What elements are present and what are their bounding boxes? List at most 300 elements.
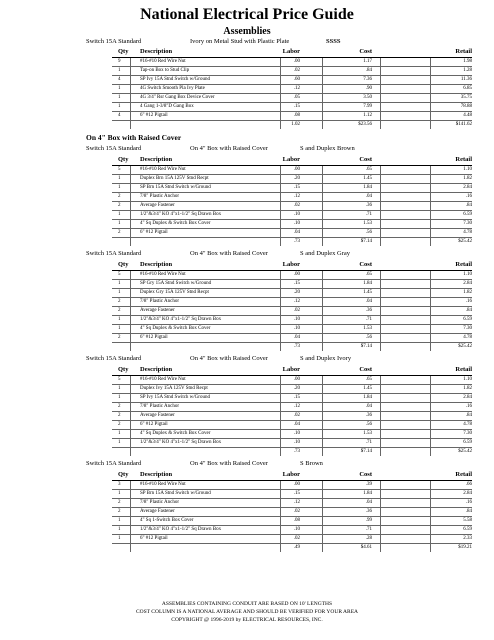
column-divider (130, 481, 131, 552)
table-cell: 4 Gang 1-3/8"D Gang Box (140, 104, 194, 109)
column-divider (130, 58, 131, 129)
table-cell: 1.84 (363, 185, 372, 190)
table-cell: .65 (365, 167, 372, 172)
table-cell: 6.59 (463, 527, 472, 532)
table-cell: 7.30 (463, 326, 472, 331)
assembly-header-field: On 4" Box with Raised Cover (190, 145, 268, 152)
table-cell: 7.36 (363, 77, 372, 82)
assembly-header-field: S Brown (300, 460, 323, 467)
table-cell: 1.53 (363, 326, 372, 331)
table-cell: .04 (293, 335, 300, 340)
column-divider (280, 376, 281, 456)
table-row (112, 394, 472, 403)
table-row (112, 184, 472, 193)
table-cell: 1 (118, 326, 121, 331)
table-header (112, 156, 472, 165)
total-cell: $23.56 (358, 122, 372, 127)
table-cell: SP Gry 15A Stnd Switch w/Ground (140, 281, 212, 286)
page-subtitle: Assemblies (223, 26, 271, 37)
table-cell: 35.75 (460, 95, 472, 100)
table-cell: .02 (293, 413, 300, 418)
column-header-retail: Retail (455, 261, 472, 268)
table-cell: 2 (118, 404, 121, 409)
table-cell: .84 (465, 308, 472, 313)
column-divider (322, 58, 323, 129)
table-cell: 1 (118, 440, 121, 445)
table-cell: .56 (365, 422, 372, 427)
table-cell: .16 (465, 404, 472, 409)
table-cell: .71 (365, 527, 372, 532)
section-label: On 4" Box with Raised Cover (86, 133, 182, 142)
table-cell: .15 (293, 104, 300, 109)
table-cell: 2 (118, 308, 121, 313)
table-cell: 2 (118, 500, 121, 505)
column-header-retail: Retail (455, 366, 472, 373)
total-cell: $25.42 (458, 239, 472, 244)
assembly-table (112, 156, 472, 246)
column-header-qty: Qty (118, 261, 129, 268)
table-cell: .84 (465, 413, 472, 418)
table-cell: 5 (118, 377, 121, 382)
column-divider (280, 481, 281, 552)
table-cell: .84 (465, 509, 472, 514)
assembly-header-field: Switch 15A Standard (86, 38, 142, 45)
column-divider (380, 271, 381, 351)
table-cell: .20 (293, 176, 300, 181)
table-cell: .60 (293, 77, 300, 82)
table-cell: .39 (365, 482, 372, 487)
table-cell: 1 (118, 395, 121, 400)
column-header-retail: Retail (455, 48, 472, 55)
table-row (112, 535, 472, 544)
table-row (112, 193, 472, 202)
table-cell: SP Ivy 15A Stnd Switch w/Ground (140, 395, 210, 400)
table-row (112, 289, 472, 298)
table-cell: .10 (293, 221, 300, 226)
column-divider (430, 166, 431, 246)
table-cell: 1 (118, 281, 121, 286)
table-cell: 1 (118, 185, 121, 190)
table-row (112, 175, 472, 184)
table-row (112, 220, 472, 229)
table-cell: 4 (118, 77, 121, 82)
table-cell: 4G 3/4" Rsr Gang Box Device Cover (140, 95, 215, 100)
table-cell: 7.30 (463, 221, 472, 226)
table-cell: 1 (118, 491, 121, 496)
column-header-description: Description (140, 48, 173, 55)
total-cell: $141.62 (455, 122, 472, 127)
table-cell: 2.84 (463, 185, 472, 190)
table-body (112, 165, 472, 246)
table-cell: .65 (365, 272, 372, 277)
table-cell: 3 (118, 482, 121, 487)
column-header-qty: Qty (118, 48, 129, 55)
total-cell: $7.14 (360, 239, 372, 244)
total-cell: $25.42 (458, 344, 472, 349)
table-cell: 4 (118, 113, 121, 118)
totals-row (112, 238, 472, 246)
assembly-table (112, 261, 472, 351)
table-cell: .12 (293, 500, 300, 505)
table-cell: .84 (465, 203, 472, 208)
table-cell: 7.99 (363, 104, 372, 109)
table-cell: #16-#10 Red Wire Nut (140, 167, 186, 172)
table-cell: #16-#10 Red Wire Nut (140, 272, 186, 277)
table-cell: 4.78 (463, 230, 472, 235)
column-header-description: Description (140, 261, 173, 268)
table-cell: 5 (118, 272, 121, 277)
assembly-header-field: Switch 15A Standard (86, 250, 142, 257)
table-cell: 7/8" Plastic Anchor (140, 404, 179, 409)
assembly-header-field: On 4" Box with Raised Cover (190, 250, 268, 257)
column-divider (380, 376, 381, 456)
table-cell: Duplex Gry 15A 125V Stnd Recpt (140, 290, 209, 295)
column-divider (430, 271, 431, 351)
column-header-cost: Cost (359, 156, 372, 163)
table-row (112, 58, 472, 67)
total-cell: .73 (293, 449, 300, 454)
table-cell: 6" #12 Pigtail (140, 422, 168, 427)
column-header-qty: Qty (118, 471, 129, 478)
table-cell: 2.84 (463, 395, 472, 400)
table-row (112, 499, 472, 508)
table-cell: 4.78 (463, 422, 472, 427)
table-cell: 1 (118, 68, 121, 73)
table-cell: .04 (365, 194, 372, 199)
table-cell: .00 (293, 377, 300, 382)
table-row (112, 211, 472, 220)
table-cell: .00 (293, 482, 300, 487)
table-cell: .12 (293, 86, 300, 91)
table-cell: .36 (365, 308, 372, 313)
table-cell: 1/2"&3/4" KO 4"x1-1/2" Sq Drawn Box (140, 440, 222, 445)
table-cell: .02 (293, 308, 300, 313)
table-row (112, 334, 472, 343)
table-cell: .15 (293, 185, 300, 190)
table-cell: 1 (118, 104, 121, 109)
table-cell: 2.84 (463, 491, 472, 496)
table-cell: SP Brn 15A Stnd Switch w/Ground (140, 491, 211, 496)
assembly-header-field: On 4" Box with Raised Cover (190, 460, 268, 467)
table-header (112, 261, 472, 270)
column-header-qty: Qty (118, 156, 129, 163)
table-cell: .05 (293, 95, 300, 100)
table-cell: 1.45 (363, 386, 372, 391)
column-divider (430, 376, 431, 456)
table-cell: SP Brn 15A Stnd Switch w/Ground (140, 185, 211, 190)
totals-row (112, 544, 472, 552)
table-cell: .15 (293, 395, 300, 400)
table-cell: 6" #12 Pigtail (140, 113, 168, 118)
table-cell: Tap-on Box to Stud Clip (140, 68, 190, 73)
table-cell: .10 (293, 431, 300, 436)
table-cell: 1 (118, 95, 121, 100)
column-divider (130, 271, 131, 351)
table-row (112, 76, 472, 85)
table-cell: 2 (118, 509, 121, 514)
totals-row (112, 121, 472, 129)
column-divider (322, 166, 323, 246)
table-cell: 7/8" Plastic Anchor (140, 500, 179, 505)
table-cell: 7/8" Plastic Anchor (140, 299, 179, 304)
assembly-header-field: S and Duplex Ivory (300, 355, 352, 362)
table-row (112, 112, 472, 121)
column-divider (430, 58, 431, 129)
table-row (112, 430, 472, 439)
table-row (112, 481, 472, 490)
assembly-table (112, 471, 472, 552)
table-cell: 2 (118, 413, 121, 418)
table-row (112, 376, 472, 385)
table-row (112, 412, 472, 421)
table-cell: .71 (365, 212, 372, 217)
table-cell: Average Fastener (140, 509, 175, 514)
table-cell: #16-#10 Red Wire Nut (140, 377, 186, 382)
table-cell: .12 (293, 404, 300, 409)
table-cell: 1 (118, 527, 121, 532)
column-header-cost: Cost (359, 48, 372, 55)
table-cell: 1/2"&3/4" KO 4"x1-1/2" Sq Drawn Box (140, 317, 222, 322)
table-cell: 6" #12 Pigtail (140, 230, 168, 235)
table-cell: .04 (365, 299, 372, 304)
table-cell: .20 (293, 290, 300, 295)
table-row (112, 229, 472, 238)
assembly-header-field: Switch 15A Standard (86, 145, 142, 152)
table-cell: 4" Sq 1-Switch Box Cover (140, 518, 194, 523)
column-divider (380, 58, 381, 129)
table-row (112, 202, 472, 211)
table-row (112, 517, 472, 526)
table-cell: .28 (365, 536, 372, 541)
table-cell: .02 (293, 68, 300, 73)
table-row (112, 94, 472, 103)
column-header-description: Description (140, 156, 173, 163)
table-cell: 1.82 (463, 386, 472, 391)
table-cell: 1.12 (363, 113, 372, 118)
table-cell: #16-#10 Red Wire Nut (140, 59, 186, 64)
table-cell: 3.50 (363, 95, 372, 100)
table-cell: 1.84 (363, 281, 372, 286)
total-cell: .73 (293, 344, 300, 349)
column-header-qty: Qty (118, 366, 129, 373)
table-row (112, 385, 472, 394)
table-body (112, 57, 472, 129)
table-cell: 11.36 (460, 77, 472, 82)
footer-line: ASSEMBLIES CONTAINING CONDUIT ARE BASED ON 10' LENGTHS (161, 601, 333, 607)
table-cell: .08 (293, 113, 300, 118)
table-cell: .15 (293, 281, 300, 286)
table-cell: .12 (293, 194, 300, 199)
table-cell: 1 (118, 317, 121, 322)
table-cell: 6.59 (463, 212, 472, 217)
table-header (112, 366, 472, 375)
table-cell: 1.45 (363, 290, 372, 295)
table-row (112, 307, 472, 316)
assembly-header-field: Switch 15A Standard (86, 460, 142, 467)
table-body (112, 375, 472, 456)
table-cell: 1 (118, 290, 121, 295)
table-row (112, 508, 472, 517)
table-cell: .08 (293, 518, 300, 523)
table-cell: 7/8" Plastic Anchor (140, 194, 179, 199)
column-header-cost: Cost (359, 366, 372, 373)
table-cell: .90 (365, 86, 372, 91)
column-divider (322, 376, 323, 456)
table-cell: .84 (365, 68, 372, 73)
table-cell: 1 (118, 212, 121, 217)
table-row (112, 85, 472, 94)
table-cell: 1/2"&3/4" KO 4"x1-1/2" Sq Drawn Box (140, 527, 222, 532)
total-cell: .49 (293, 545, 300, 550)
column-divider (380, 481, 381, 552)
column-divider (130, 166, 131, 246)
table-cell: .16 (465, 194, 472, 199)
column-divider (280, 58, 281, 129)
table-cell: 5 (118, 167, 121, 172)
total-cell: $7.14 (360, 344, 372, 349)
table-cell: 1 (118, 176, 121, 181)
table-cell: .02 (293, 509, 300, 514)
table-cell: 4G Switch Smooth Pla Ivy Plate (140, 86, 205, 91)
table-row (112, 298, 472, 307)
assembly-header-field: S and Duplex Brown (300, 145, 355, 152)
table-cell: .56 (365, 230, 372, 235)
table-row (112, 439, 472, 448)
table-cell: .56 (365, 335, 372, 340)
table-cell: 4" Sq Duplex & Switch Box Cover (140, 221, 211, 226)
table-cell: 1 (118, 431, 121, 436)
table-cell: 1.84 (363, 395, 372, 400)
assembly-header-field: On 4" Box with Raised Cover (190, 355, 268, 362)
table-cell: .02 (293, 536, 300, 541)
table-cell: 1.82 (463, 176, 472, 181)
column-header-labor: Labor (282, 156, 300, 163)
table-cell: 1/2"&3/4" KO 4"x1-1/2" Sq Drawn Box (140, 212, 222, 217)
table-cell: .71 (365, 440, 372, 445)
total-cell: $7.14 (360, 449, 372, 454)
total-cell: 1.02 (291, 122, 300, 127)
table-cell: Average Fastener (140, 308, 175, 313)
table-cell: 1 (118, 86, 121, 91)
totals-row (112, 343, 472, 351)
column-header-labor: Labor (282, 366, 300, 373)
column-divider (322, 481, 323, 552)
table-cell: 1.53 (363, 221, 372, 226)
table-cell: 6.59 (463, 440, 472, 445)
table-cell: Duplex Brn 15A 125V Stnd Recpt (140, 176, 209, 181)
table-cell: 5.58 (463, 518, 472, 523)
assembly-table (112, 366, 472, 456)
table-cell: 1 (118, 518, 121, 523)
column-header-cost: Cost (359, 471, 372, 478)
table-cell: 1.10 (463, 167, 472, 172)
table-cell: .20 (293, 386, 300, 391)
table-cell: 4.48 (463, 113, 472, 118)
total-cell: $4.61 (360, 545, 372, 550)
assembly-header-field: S and Duplex Gray (300, 250, 351, 257)
table-cell: .00 (293, 59, 300, 64)
total-cell: $19.21 (458, 545, 472, 550)
table-header (112, 48, 472, 57)
total-cell: $25.42 (458, 449, 472, 454)
assembly-header-field: SSSS (326, 38, 341, 45)
assembly-header-field: Switch 15A Standard (86, 355, 142, 362)
table-cell: .10 (293, 440, 300, 445)
table-cell: 2 (118, 194, 121, 199)
table-cell: .65 (365, 377, 372, 382)
table-row (112, 271, 472, 280)
table-cell: 4" Sq Duplex & Switch Box Cover (140, 326, 211, 331)
table-cell: .10 (293, 527, 300, 532)
table-row (112, 103, 472, 112)
column-header-cost: Cost (359, 261, 372, 268)
table-row (112, 526, 472, 535)
table-cell: 2 (118, 422, 121, 427)
table-cell: .36 (365, 509, 372, 514)
column-divider (130, 376, 131, 456)
table-body (112, 270, 472, 351)
column-divider (280, 166, 281, 246)
column-divider (380, 166, 381, 246)
table-cell: 1 (118, 386, 121, 391)
table-cell: 2 (118, 203, 121, 208)
table-row (112, 280, 472, 289)
footer-line: COST COLUMN IS A NATIONAL AVERAGE AND SHOULD BE VERIFIED FOR YOUR AREA (135, 609, 359, 615)
column-divider (430, 481, 431, 552)
table-cell: 6.85 (463, 86, 472, 91)
table-cell: Average Fastener (140, 203, 175, 208)
table-header (112, 471, 472, 480)
table-cell: 1.10 (463, 377, 472, 382)
table-cell: .16 (465, 299, 472, 304)
page-title: National Electrical Price Guide (140, 6, 354, 23)
table-row (112, 403, 472, 412)
table-cell: 2 (118, 335, 121, 340)
table-cell: 2.33 (463, 536, 472, 541)
table-cell: 1.82 (463, 290, 472, 295)
table-cell: .10 (293, 212, 300, 217)
assembly-table (112, 48, 472, 129)
table-cell: 6" #12 Pigtail (140, 335, 168, 340)
table-cell: .04 (293, 422, 300, 427)
table-cell: 2 (118, 299, 121, 304)
table-cell: .10 (293, 317, 300, 322)
table-cell: 78.88 (460, 104, 472, 109)
column-header-retail: Retail (455, 471, 472, 478)
table-body (112, 480, 472, 552)
column-header-labor: Labor (282, 471, 300, 478)
table-cell: Duplex Ivy 15A 125V Stnd Recpt (140, 386, 208, 391)
table-cell: 1.28 (463, 68, 472, 73)
table-cell: .00 (293, 272, 300, 277)
table-cell: .10 (293, 326, 300, 331)
table-row (112, 67, 472, 76)
table-cell: .71 (365, 317, 372, 322)
column-header-description: Description (140, 471, 173, 478)
footer-line: COPYRIGHT @ 1996-2019 by ELECTRICAL RESOURCES, INC. (171, 617, 323, 623)
table-cell: Average Fastener (140, 413, 175, 418)
column-header-retail: Retail (455, 156, 472, 163)
table-row (112, 325, 472, 334)
table-cell: 1.84 (363, 491, 372, 496)
table-cell: .04 (365, 404, 372, 409)
table-cell: 4" Sq Duplex & Switch Box Cover (140, 431, 211, 436)
table-cell: 7.30 (463, 431, 472, 436)
table-row (112, 316, 472, 325)
column-divider (280, 271, 281, 351)
table-cell: 1.10 (463, 272, 472, 277)
table-cell: 4.78 (463, 335, 472, 340)
